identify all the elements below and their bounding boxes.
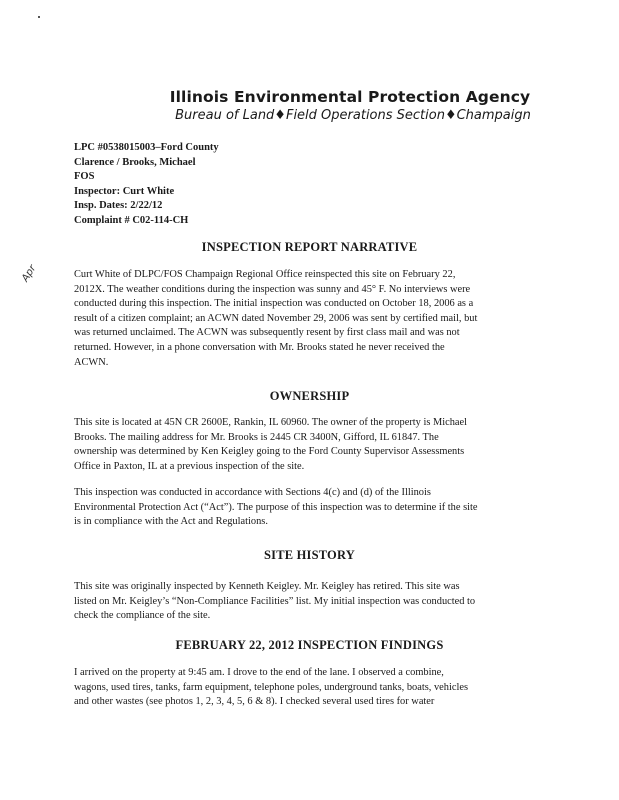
ownership-paragraph-2: [74, 486, 554, 530]
findings-paragraph: [74, 666, 554, 710]
paragraph-line: ACWN.: [74, 356, 109, 368]
paragraph-line: This inspection was conducted in accordance with Sections 4(c) and (d) of the Illinois: [74, 487, 431, 498]
paragraph-line: wagons, used tires, tanks, farm equipment, telephone poles, underground tanks, boats, vehicles: [74, 681, 468, 693]
paragraph-line: Brooks. The mailing address for Mr. Brooks is 2445 CR 3400N, Gifford, IL 61847. The: [74, 431, 439, 443]
paragraph-line: I arrived on the property at 9:45 am. I drove to the end of the lane. I observed a combine,: [74, 667, 444, 678]
case-metadata: [74, 141, 374, 229]
site-history-heading: SITE HISTORY: [263, 548, 355, 562]
agency-title: Illinois Environmental Protection Agency: [169, 88, 531, 106]
paragraph-line: Curt White of DLPC/FOS Champaign Regional Office reinspected this site on February 22,: [74, 269, 456, 280]
complaint-number: Complaint # C02-114-CH: [74, 214, 189, 226]
paragraph-line: result of a citizen complaint; an ACWN dated November 29, 2006 was sent by certified mail, but: [74, 312, 478, 324]
narrative-heading: INSPECTION REPORT NARRATIVE: [201, 240, 418, 254]
inspection-date: Insp. Dates: 2/22/12: [74, 200, 163, 212]
paragraph-line: listed on Mr. Keigley’s “Non-Compliance Facilities” list. My initial inspection was conducted to: [74, 595, 476, 607]
site-history-paragraph: [74, 580, 554, 624]
paragraph-line: This site is located at 45N CR 2600E, Rankin, IL 60960. The owner of the property is Michael: [74, 417, 468, 428]
findings-heading: FEBRUARY 22, 2012 INSPECTION FINDINGS: [175, 638, 444, 652]
paragraph-line: is in compliance with the Act and Regulations.: [74, 516, 268, 528]
paragraph-line: Environmental Protection Act (“Act”). The purpose of this inspection was to determine if the site: [74, 501, 478, 513]
paragraph-line: conducted during this inspection. The initial inspection was conducted on October 18, 2006 as a: [74, 298, 474, 310]
section-code: FOS: [74, 171, 95, 183]
paragraph-line: was returned unclaimed. The ACWN was subsequently resent by first class mail and was not: [74, 327, 460, 339]
narrative-paragraph: [74, 268, 554, 370]
paragraph-line: Office in Paxton, IL at a previous inspection of the site.: [74, 460, 305, 472]
ownership-paragraph-1: [74, 416, 554, 474]
bureau-subtitle: Bureau of Land♦Field Operations Section♦Champaign: [175, 108, 531, 123]
paragraph-line: check the compliance of the site.: [74, 610, 211, 622]
handwritten-margin-note: Apr: [20, 263, 39, 284]
paragraph-line: returned. However, in a phone conversation with Mr. Brooks stated he never received the: [74, 341, 445, 353]
inspector-name: Inspector: Curt White: [74, 185, 175, 197]
paragraph-line: and other wastes (see photos 1, 2, 3, 4, 5, 6 & 8). I checked several used tires for water: [74, 696, 435, 708]
paragraph-line: 2012X. The weather conditions during the inspection was sunny and 45° F. No interviews were: [74, 283, 471, 295]
paragraph-line: ownership was determined by Ken Keigley going to the Ford County Supervisor Assessments: [74, 446, 465, 458]
site-owner-name: Clarence / Brooks, Michael: [74, 156, 196, 168]
ownership-heading: OWNERSHIP: [269, 389, 350, 403]
paragraph-line: This site was originally inspected by Kenneth Keigley. Mr. Keigley has retired. This site was: [74, 581, 460, 592]
lpc-number: LPC #0538015003–Ford County: [74, 142, 219, 153]
scan-speck: [38, 16, 40, 18]
